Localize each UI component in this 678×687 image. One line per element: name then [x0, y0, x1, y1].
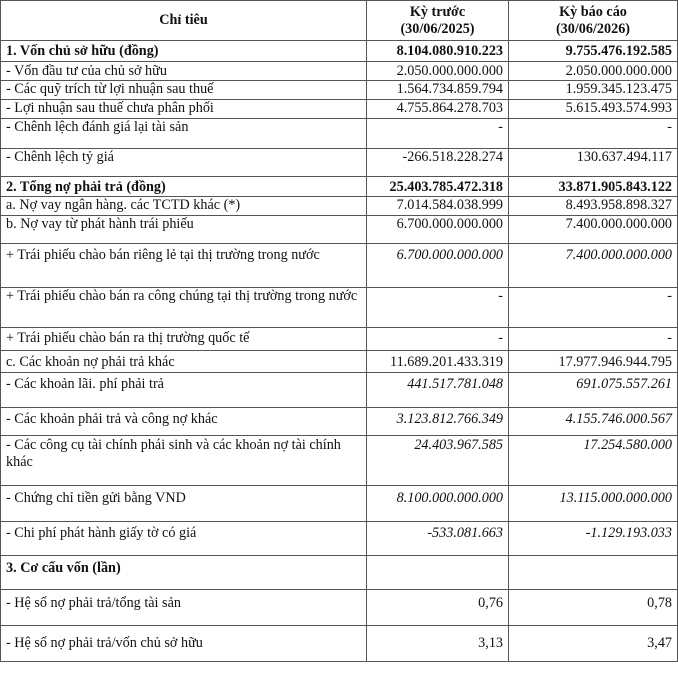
table-row	[1, 119, 678, 149]
row-label: - Lợi nhuận sau thuế chưa phân phối	[1, 100, 367, 119]
table-row	[1, 62, 678, 81]
row-label: b. Nợ vay từ phát hành trái phiếu	[1, 216, 367, 244]
header-previous-date: (30/06/2025)	[400, 20, 475, 37]
row-label: c. Các khoản nợ phải trả khác	[1, 351, 367, 373]
table-row	[1, 408, 678, 436]
row-label: + Trái phiếu chào bán ra thị trường quốc tế	[1, 328, 367, 351]
table-row	[1, 373, 678, 408]
row-prev-value: 11.689.201.433.319	[367, 351, 509, 373]
row-curr-value: 4.155.746.000.567	[509, 408, 678, 436]
row-label: - Các khoản lãi. phí phải trả	[1, 373, 367, 408]
row-curr-value: -	[509, 328, 678, 351]
table-row	[1, 149, 678, 177]
table-row	[1, 41, 678, 62]
table-row	[1, 522, 678, 556]
row-curr-value: 7.400.000.000.000	[509, 244, 678, 288]
row-prev-value: 4.755.864.278.703	[367, 100, 509, 119]
row-curr-value: 3,47	[509, 626, 678, 662]
row-label: - Chênh lệch tỷ giá	[1, 149, 367, 177]
row-curr-value: -	[509, 119, 678, 149]
row-prev-value: -533.081.663	[367, 522, 509, 556]
table-row	[1, 556, 678, 590]
row-prev-value	[367, 556, 509, 590]
header-previous-label: Kỳ trước	[409, 3, 466, 20]
table-row	[1, 626, 678, 662]
row-prev-value: -	[367, 328, 509, 351]
row-curr-value: 1.959.345.123.475	[509, 81, 678, 100]
row-prev-value: -266.518.228.274	[367, 149, 509, 177]
header-reporting-period	[509, 1, 678, 41]
row-prev-value: 25.403.785.472.318	[367, 177, 509, 197]
row-prev-value: 3,13	[367, 626, 509, 662]
row-prev-value: 7.014.584.038.999	[367, 197, 509, 216]
row-label: - Chi phí phát hành giấy tờ có giá	[1, 522, 367, 556]
table-row	[1, 328, 678, 351]
table-row	[1, 216, 678, 244]
header-reporting-label: Kỳ báo cáo	[559, 3, 627, 20]
table-row	[1, 590, 678, 626]
row-curr-value: 8.493.958.898.327	[509, 197, 678, 216]
row-curr-value: 130.637.494.117	[509, 149, 678, 177]
row-label: - Các công cụ tài chính phái sinh và các khoản nợ tài chính khác	[1, 436, 367, 486]
table-row	[1, 244, 678, 288]
row-label: - Các khoản phải trả và công nợ khác	[1, 408, 367, 436]
row-prev-value: 8.100.000.000.000	[367, 486, 509, 522]
row-prev-value: 6.700.000.000.000	[367, 244, 509, 288]
row-curr-value: 33.871.905.843.122	[509, 177, 678, 197]
table-row	[1, 351, 678, 373]
row-curr-value: 7.400.000.000.000	[509, 216, 678, 244]
row-label: - Hệ số nợ phải trả/vốn chủ sở hữu	[1, 626, 367, 662]
table-row	[1, 197, 678, 216]
row-prev-value: 0,76	[367, 590, 509, 626]
table-row	[1, 100, 678, 119]
row-label: - Vốn đầu tư của chủ sở hữu	[1, 62, 367, 81]
row-label: + Trái phiếu chào bán ra công chúng tại thị trường trong nước	[1, 288, 367, 328]
row-prev-value: 24.403.967.585	[367, 436, 509, 486]
row-curr-value: 2.050.000.000.000	[509, 62, 678, 81]
row-label: 2. Tổng nợ phải trả (đồng)	[1, 177, 367, 197]
row-prev-value: -	[367, 119, 509, 149]
table-row	[1, 288, 678, 328]
row-label: + Trái phiếu chào bán riêng lẻ tại thị trường trong nước	[1, 244, 367, 288]
table-row	[1, 81, 678, 100]
row-prev-value: -	[367, 288, 509, 328]
row-prev-value: 6.700.000.000.000	[367, 216, 509, 244]
header-previous-period	[367, 1, 509, 41]
row-prev-value: 2.050.000.000.000	[367, 62, 509, 81]
row-prev-value: 1.564.734.859.794	[367, 81, 509, 100]
row-prev-value: 8.104.080.910.223	[367, 41, 509, 62]
row-label: - Chứng chỉ tiền gửi bằng VND	[1, 486, 367, 522]
row-curr-value: 691.075.557.261	[509, 373, 678, 408]
row-curr-value: 5.615.493.574.993	[509, 100, 678, 119]
header-indicator: Chỉ tiêu	[1, 1, 367, 41]
row-label: - Các quỹ trích từ lợi nhuận sau thuế	[1, 81, 367, 100]
row-label: a. Nợ vay ngân hàng. các TCTD khác (*)	[1, 197, 367, 216]
row-curr-value: 13.115.000.000.000	[509, 486, 678, 522]
header-reporting-date: (30/06/2026)	[555, 20, 631, 37]
row-label: 3. Cơ cấu vốn (lần)	[1, 556, 367, 590]
row-label: 1. Vốn chủ sở hữu (đồng)	[1, 41, 367, 62]
row-curr-value: 17.977.946.944.795	[509, 351, 678, 373]
row-curr-value: -1.129.193.033	[509, 522, 678, 556]
table-row	[1, 436, 678, 486]
table-header-row	[1, 1, 678, 41]
row-curr-value: 9.755.476.192.585	[509, 41, 678, 62]
table-row	[1, 177, 678, 197]
row-curr-value: 0,78	[509, 590, 678, 626]
row-prev-value: 441.517.781.048	[367, 373, 509, 408]
row-curr-value: -	[509, 288, 678, 328]
row-curr-value	[509, 556, 678, 590]
row-curr-value: 17.254.580.000	[509, 436, 678, 486]
table-row	[1, 486, 678, 522]
row-prev-value: 3.123.812.766.349	[367, 408, 509, 436]
row-label: - Chênh lệch đánh giá lại tài sản	[1, 119, 367, 149]
row-label: - Hệ số nợ phải trả/tổng tài sản	[1, 590, 367, 626]
